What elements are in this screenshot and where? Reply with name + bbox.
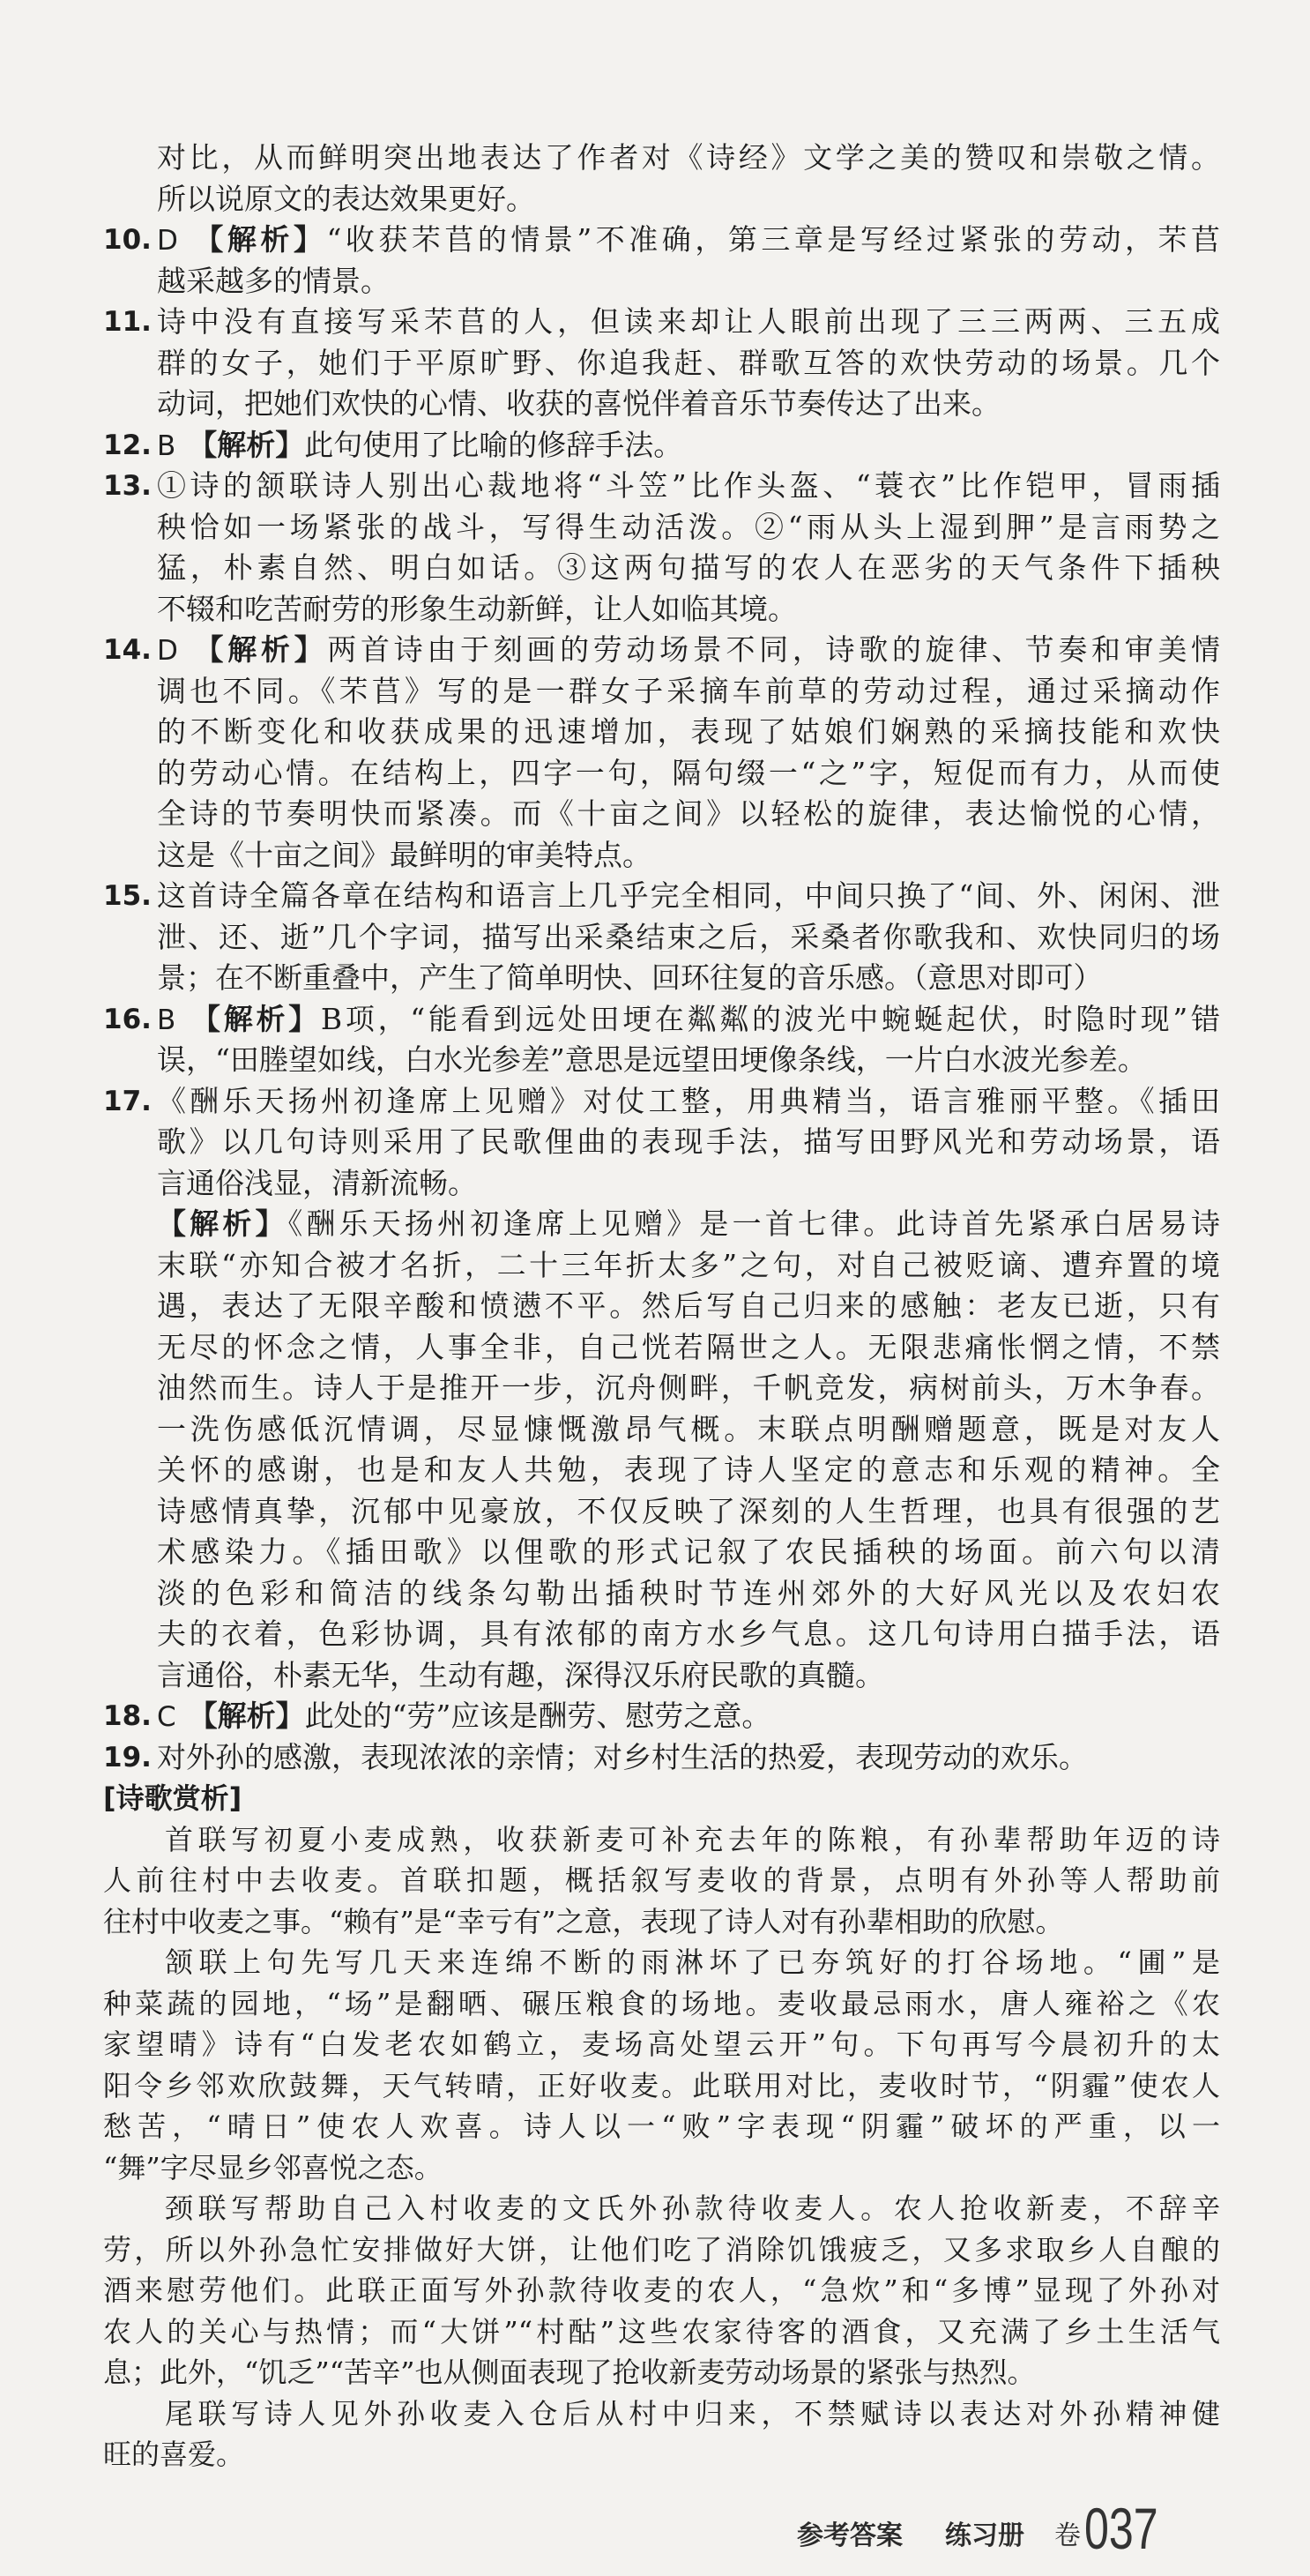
text-line: 往村中收麦之事。“赖有”是“幸亏有”之意，表现了诗人对有孙辈相助的欣慰。 <box>103 1904 1064 1938</box>
text-line: 言通俗浅显，清新流畅。 <box>157 1165 477 1200</box>
analysis-text: 《酬乐天扬州初逢席上见赠》是一首七律。此诗首先紧承白居易诗 <box>287 1206 1220 1241</box>
analysis-tag: 【解析】 <box>188 427 305 462</box>
text-line: 劳，所以外孙急忙安排做好大饼，让他们吃了消除饥饿疲乏，又多求取乡人自酿的 <box>103 2232 1220 2266</box>
text-line: 这是《十亩之间》最鲜明的审美特点。 <box>157 837 651 872</box>
appreciation-paragraph <box>103 1819 1220 1943</box>
text-line: 家望晴》诗有“白发老农如鹤立，麦场高处望云开”句。下句再写今晨初升的太 <box>103 2027 1220 2061</box>
text-line: 猛，朴素自然、明白如话。③这两句描写的农人在恶劣的天气条件下插秧 <box>157 550 1220 585</box>
answer-13 <box>103 466 1220 630</box>
text-line: 越采越多的情景。 <box>157 263 390 298</box>
question-number: 17. <box>103 1085 152 1117</box>
text-line <box>103 1204 1220 1245</box>
text-line: 息；此外，“饥乏”“苦辛”也从侧面表现了抢收新麦劳动场景的紧张与热烈。 <box>103 2356 1036 2389</box>
text-line: 的劳动心情。在结构上，四字一句，隔句缀一“之”字，短促而有力，从而使 <box>157 755 1220 790</box>
analysis-tag: 【解析】 <box>188 1699 305 1733</box>
analysis-paragraph <box>103 1204 1220 1696</box>
text-line <box>103 999 1220 1041</box>
answer-text: 对外孙的感激，表现浓浓的亲情；对乡村生活的热爱，表现劳动的欢乐。 <box>157 1739 1088 1774</box>
appreciation-paragraph <box>103 1942 1220 2188</box>
intro-paragraph <box>103 138 1220 220</box>
text-line: 对比，从而鲜明突出地表达了作者对《诗经》文学之美的赞叹和崇敬之情。 <box>157 140 1220 175</box>
page-number: 037 <box>1084 2496 1158 2561</box>
appreciation-paragraph <box>103 2393 1220 2475</box>
text-line <box>103 876 1220 917</box>
question-number: 10. <box>103 224 152 256</box>
footer-volume-label: 卷 <box>1054 2520 1081 2551</box>
text-line: 种菜蔬的园地，“场”是翻晒、碾压粮食的场地。麦收最忌雨水，唐人雍裕之《农 <box>103 1986 1220 2020</box>
text-line <box>103 220 1220 261</box>
question-number: 12. <box>103 429 152 461</box>
question-number: 15. <box>103 880 152 912</box>
text-line <box>103 302 1220 343</box>
text-line: 尾联写诗人见外孙收麦入仓后从村中归来，不禁赋诗以表达对外孙精神健 <box>165 2396 1220 2430</box>
question-number: 11. <box>103 306 152 338</box>
text-line: 关怀的感谢，也是和友人共勉，表现了诗人坚定的意志和乐观的精神。全 <box>157 1452 1220 1487</box>
answer-text: 两首诗由于刻画的劳动场景不同，诗歌的旋律、节奏和审美情 <box>327 632 1220 667</box>
analysis-tag: 【解析】 <box>157 1206 288 1241</box>
question-number: 14. <box>103 634 152 666</box>
text-line: 颔联上句先写几天来连绵不断的雨淋坏了已夯筑好的打谷场地。“圃”是 <box>165 1945 1220 1979</box>
answer-text: 《酬乐天扬州初逢席上见赠》对仗工整，用典精当，语言雅丽平整。《插田 <box>157 1083 1220 1118</box>
answer-choice: B <box>157 1004 176 1036</box>
text-line: 诗感情真挚，沉郁中见豪放，不仅反映了深刻的人生哲理，也具有很强的艺 <box>157 1493 1220 1528</box>
answer-text: 此处的“劳”应该是酬劳、慰劳之意。 <box>304 1699 771 1733</box>
analysis-tag: 【解析】 <box>188 1001 321 1036</box>
text-line <box>103 466 1220 507</box>
answer-text: ①诗的颔联诗人别出心裁地将“斗笠”比作头盔、“蓑衣”比作铠甲，冒雨插 <box>157 468 1220 503</box>
answer-text: 诗中没有直接写采芣苢的人，但读来却让人眼前出现了三三两两、三五成 <box>157 304 1220 339</box>
text-line: 调也不同。《芣苢》写的是一群女子采摘车前草的劳动过程，通过采摘动作 <box>157 673 1220 708</box>
text-line: 夫的衣着，色彩协调，具有浓郁的南方水乡气息。这几句诗用白描手法，语 <box>157 1617 1220 1651</box>
poetry-appreciation-section <box>103 1778 1220 2475</box>
text-line: 秧恰如一场紧张的战斗，写得生动活泼。②“雨从头上湿到胛”是言雨势之 <box>157 509 1220 544</box>
text-line: 淡的色彩和简洁的线条勾勒出插秧时节连州郊外的大好风光以及农妇农 <box>157 1575 1220 1610</box>
text-line: 一洗伤感低沉情调，尽显慷慨激昂气概。末联点明酬赠题意，既是对友人 <box>157 1411 1220 1446</box>
question-number: 18. <box>103 1700 152 1732</box>
text-column <box>103 138 1220 2475</box>
text-line: 阳令乡邻欢欣鼓舞，天气转晴，正好收麦。此联用对比，麦收时节，“阴霾”使农人 <box>103 2068 1220 2102</box>
text-line: 农人的关心与热情；而“大饼”“村酤”这些农家待客的酒食，又充满了乡土生活气 <box>103 2314 1220 2348</box>
answer-text: B项，“能看到远处田埂在粼粼的波光中蜿蜒起伏，时隐时现”错 <box>320 1001 1220 1036</box>
analysis-tag: 【解析】 <box>190 222 327 257</box>
text-line: 颈联写帮助自己入村收麦的文氏外孙款待收麦人。农人抢收新麦，不辞辛 <box>165 2191 1220 2225</box>
answer-choice: B <box>157 429 176 462</box>
text-line: 言通俗，朴素无华，生动有趣，深得汉乐府民歌的真髓。 <box>157 1657 884 1692</box>
answer-text: “收获芣苢的情景”不准确，第三章是写经过紧张的劳动，芣苢 <box>326 222 1220 257</box>
answer-choice: D <box>157 225 178 257</box>
footer-book-label: 练习册 <box>945 2520 1024 2551</box>
text-line: 的不断变化和收获成果的迅速增加，表现了姑娘们娴熟的采摘技能和欢快 <box>157 714 1220 749</box>
text-line: “舞”字尽显乡邻喜悦之态。 <box>103 2150 443 2184</box>
answer-choice: C <box>157 1701 176 1733</box>
text-line: 景；在不断重叠中，产生了简单明快、回环往复的音乐感。（意思对即可） <box>157 960 1103 995</box>
text-line: 不辍和吃苦耐劳的形象生动新鲜，让人如临其境。 <box>157 591 797 626</box>
question-number: 13. <box>103 470 152 502</box>
text-line: 末联“亦知合被才名折，二十三年折太多”之句，对自己被贬谪、遭弃置的境 <box>157 1247 1220 1282</box>
text-line: 人前往村中去收麦。首联扣题，概括叙写麦收的背景，点明有外孙等人帮助前 <box>103 1863 1220 1897</box>
answer-text: 这首诗全篇各章在结构和语言上几乎完全相同，中间只换了“间、外、闲闲、泄 <box>157 878 1220 913</box>
text-line: 遇，表达了无限辛酸和愤懑不平。然后写自己归来的感触：老友已逝，只有 <box>157 1288 1220 1323</box>
text-line: 群的女子，她们于平原旷野、你追我赶、群歌互答的欢快劳动的场景。几个 <box>157 345 1220 380</box>
text-line: 泄、还、逝”几个字词，描写出采桑结束之后，采桑者你歌我和、欢快同归的场 <box>157 919 1220 954</box>
text-line: 愁苦，“晴日”使农人欢喜。诗人以一“败”字表现“阴霾”破坏的严重，以一 <box>103 2109 1220 2143</box>
answer-choice: D <box>157 635 178 667</box>
answer-19 <box>103 1737 1220 1779</box>
text-line <box>103 1081 1220 1123</box>
appreciation-paragraph <box>103 2188 1220 2393</box>
text-line: 酒来慰劳他们。此联正面写外孙款待收麦的农人，“急炊”和“多博”显现了外孙对 <box>103 2274 1220 2307</box>
text-line: 油然而生。诗人于是推开一步，沉舟侧畔，千帆竞发，病树前头，万木争春。 <box>157 1370 1220 1405</box>
footer-section-label: 参考答案 <box>797 2520 903 2551</box>
text-line: 误，“田塍望如线，白水光参差”意思是远望田埂像条线，一片白水波光参差。 <box>157 1042 1147 1077</box>
answer-16 <box>103 999 1220 1081</box>
text-line: 动词，把她们欢快的心情、收获的喜悦伴着音乐节奏传达了出来。 <box>157 386 1001 421</box>
answer-12 <box>103 425 1220 467</box>
answer-18 <box>103 1696 1220 1737</box>
text-line: 所以说原文的表达效果更好。 <box>157 181 535 216</box>
text-line <box>103 630 1220 671</box>
section-heading: [诗歌赏析] <box>103 1781 242 1815</box>
text-line <box>103 1737 1220 1779</box>
text-line: 术感染力。《插田歌》以俚歌的形式记叙了农民插秧的场面。前六句以清 <box>157 1534 1220 1569</box>
analysis-tag: 【解析】 <box>190 632 328 667</box>
answer-14 <box>103 630 1220 876</box>
text-line <box>103 425 1220 467</box>
answer-10 <box>103 220 1220 302</box>
text-line <box>103 1696 1220 1737</box>
answer-17 <box>103 1081 1220 1697</box>
question-number: 16. <box>103 1003 152 1035</box>
answer-text: 此句使用了比喻的修辞手法。 <box>304 427 683 462</box>
question-number: 19. <box>103 1741 152 1773</box>
text-line: 歌》以几句诗则采用了民歌俚曲的表现手法，描写田野风光和劳动场景，语 <box>157 1124 1220 1159</box>
text-line: 无尽的怀念之情，人事全非，自己恍若隔世之人。无限悲痛怅惘之情，不禁 <box>157 1329 1220 1364</box>
text-line: 旺的喜爱。 <box>103 2438 245 2471</box>
answer-15 <box>103 876 1220 999</box>
text-line: 全诗的节奏明快而紧凑。而《十亩之间》以轻松的旋律，表达愉悦的心情， <box>157 796 1220 831</box>
answer-11 <box>103 302 1220 425</box>
text-line: 首联写初夏小麦成熟，收获新麦可补充去年的陈粮，有孙辈帮助年迈的诗 <box>165 1822 1220 1856</box>
